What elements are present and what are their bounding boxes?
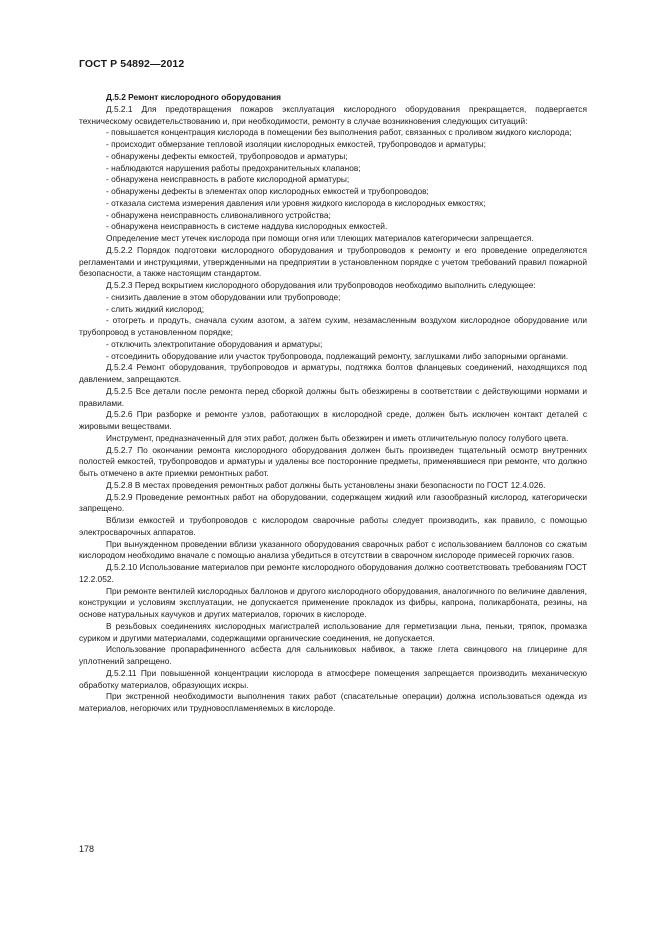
paragraph: Д.5.2.1 Для предотвращения пожаров эксплуатация кислородного оборудования прекращается, подвергается техническому освидетельствованию и, при необходимости, ремонту в случае возникновения следующих ситуаций: (79, 103, 587, 126)
list-item: - обнаружена неисправность сливоналивного устройства; (106, 209, 331, 220)
list-item: - отключить электропитание оборудования и арматуры; (106, 338, 323, 349)
document-header: ГОСТ Р 54892—2012 (79, 58, 185, 70)
paragraph: Использование пропарафиненного асбеста для сальниковых набивок, а также глета свинцового на глицерине для уплотнений запрещено. (79, 644, 587, 666)
list-item: - наблюдаются нарушения работы предохранительных клапанов; (106, 162, 361, 173)
list-item: - отсоединить оборудование или участок трубопровода, подлежащий ремонту, заглушками либо запорными органами. (106, 350, 569, 361)
paragraph: Д.5.2.2 Порядок подготовки кислородного оборудования и трубопроводов к ремонту и его проведение определяются регламентами и инструкциями, утвержденными на предприятии в установленном порядке с учетом требований правил пожарной безопасности, а также настоящим стандартом. (79, 244, 587, 279)
paragraph: При экстренной необходимости выполнения таких работ (спасательные операции) должна использоваться одежда из материалов, негорючих или трудновоспламеняемых в кислороде. (79, 691, 587, 713)
document-body (79, 92, 587, 715)
list-item: - снизить давление в этом оборудовании или трубопроводе; (106, 291, 341, 302)
list-item: - повышается концентрация кислорода в помещении без выполнения работ, связанных с проливом жидкого кислорода; (106, 127, 572, 138)
list-item: - происходит обмерзание тепловой изоляции кислородных емкостей, трубопроводов и арматуры; (106, 139, 486, 149)
paragraph: Инструмент, предназначенный для этих работ, должен быть обезжирен и иметь отличительную полосу голубого цвета. (106, 432, 569, 443)
list-item: - отогреть и продуть, сначала сухим азотом, а затем сухим, незамасленным воздухом кислородное оборудование или трубопровод в установленном порядке; (79, 315, 587, 337)
paragraph: Д.5.2.11 При повышенной концентрации кислорода в атмосфере помещения запрещается производить механическую обработку материалов, образующих искры. (79, 667, 587, 690)
section-title: Д.5.2 Ремонт кислородного оборудования (106, 92, 282, 102)
paragraph: Вблизи емкостей и трубопроводов с кислородом сварочные работы следует производить, как правило, с помощью электросварочных аппаратов. (79, 515, 587, 537)
paragraph: Д.5.2.8 В местах проведения ремонтных работ должны быть установлены знаки безопасности по ГОСТ 12.4.026. (106, 479, 546, 490)
paragraph: Д.5.2.3 Перед вскрытием кислородного оборудования или трубопроводов необходимо выполнить следующее: (106, 280, 536, 290)
list-item: - обнаружена неисправность в системе наддува кислородных емкостей. (106, 221, 388, 232)
paragraph: При ремонте вентилей кислородных баллонов и другого кислородного оборудования, аналогичного по величине давления, конструкции и условиям эксплуатации, не допускается применение прокладок из фибры, капрона, поликарбоната, резины, на основе натуральных каучуков и других материалов, горючих в кислороде. (79, 585, 587, 619)
list-item: - обнаружены дефекты в элементах опор кислородных емкостей и трубопроводов; (106, 186, 429, 196)
paragraph: Д.5.2.4 Ремонт оборудования, трубопроводов и арматуры, подтяжка болтов фланцевых соединений, находящихся под давлением, запрещаются. (79, 362, 587, 384)
paragraph: Д.5.2.9 Проведение ремонтных работ на оборудовании, содержащем жидкий или газообразный кислород, категорически запрещено. (79, 491, 587, 514)
paragraph: Д.5.2.10 Использование материалов при ремонте кислородного оборудования должно соответствовать требованиям ГОСТ 12.2.052. (79, 562, 587, 584)
paragraph: При вынужденном проведении вблизи указанного оборудования сварочных работ с использованием баллонов со сжатым кислородом необходимо вначале с помощью анализа убедиться в отсутствии в сварочном кислороде примесей горючих газов. (79, 538, 587, 561)
paragraph: В резьбовых соединениях кислородных магистралей использование для герметизации льна, пеньки, тряпок, промазка суриком и другими материалами, содержащими органические соединения, не допускается. (79, 620, 587, 643)
paragraph: Д.5.2.7 По окончании ремонта кислородного оборудования должен быть произведен тщательный осмотр внутренних полостей емкостей, трубопроводов и арматуры и удалены все посторонние предметы, применявшиеся при ремонте, что должно быть отмечено в акте приемки ремонтных работ. (79, 444, 587, 478)
paragraph: Д.5.2.6 При разборке и ремонте узлов, работающих в кислородной среде, должен быть исключен контакт деталей с жировыми веществами. (79, 409, 587, 431)
paragraph: Д.5.2.5 Все детали после ремонта перед сборкой должны быть обезжирены в соответствии с действующими нормами и правилами. (79, 385, 587, 408)
list-item: - отказала система измерения давления или уровня жидкого кислорода в кислородных емкостях; (106, 197, 486, 208)
list-item: - слить жидкий кислород; (106, 303, 205, 314)
list-item: - обнаружены дефекты емкостей, трубопроводов и арматуры; (106, 150, 348, 161)
paragraph: Определение мест утечек кислорода при помощи огня или тлеющих материалов категорически запрещается. (106, 233, 534, 243)
page-number: 178 (79, 844, 95, 854)
list-item: - обнаружена неисправность в работе кислородной арматуры; (106, 174, 350, 185)
